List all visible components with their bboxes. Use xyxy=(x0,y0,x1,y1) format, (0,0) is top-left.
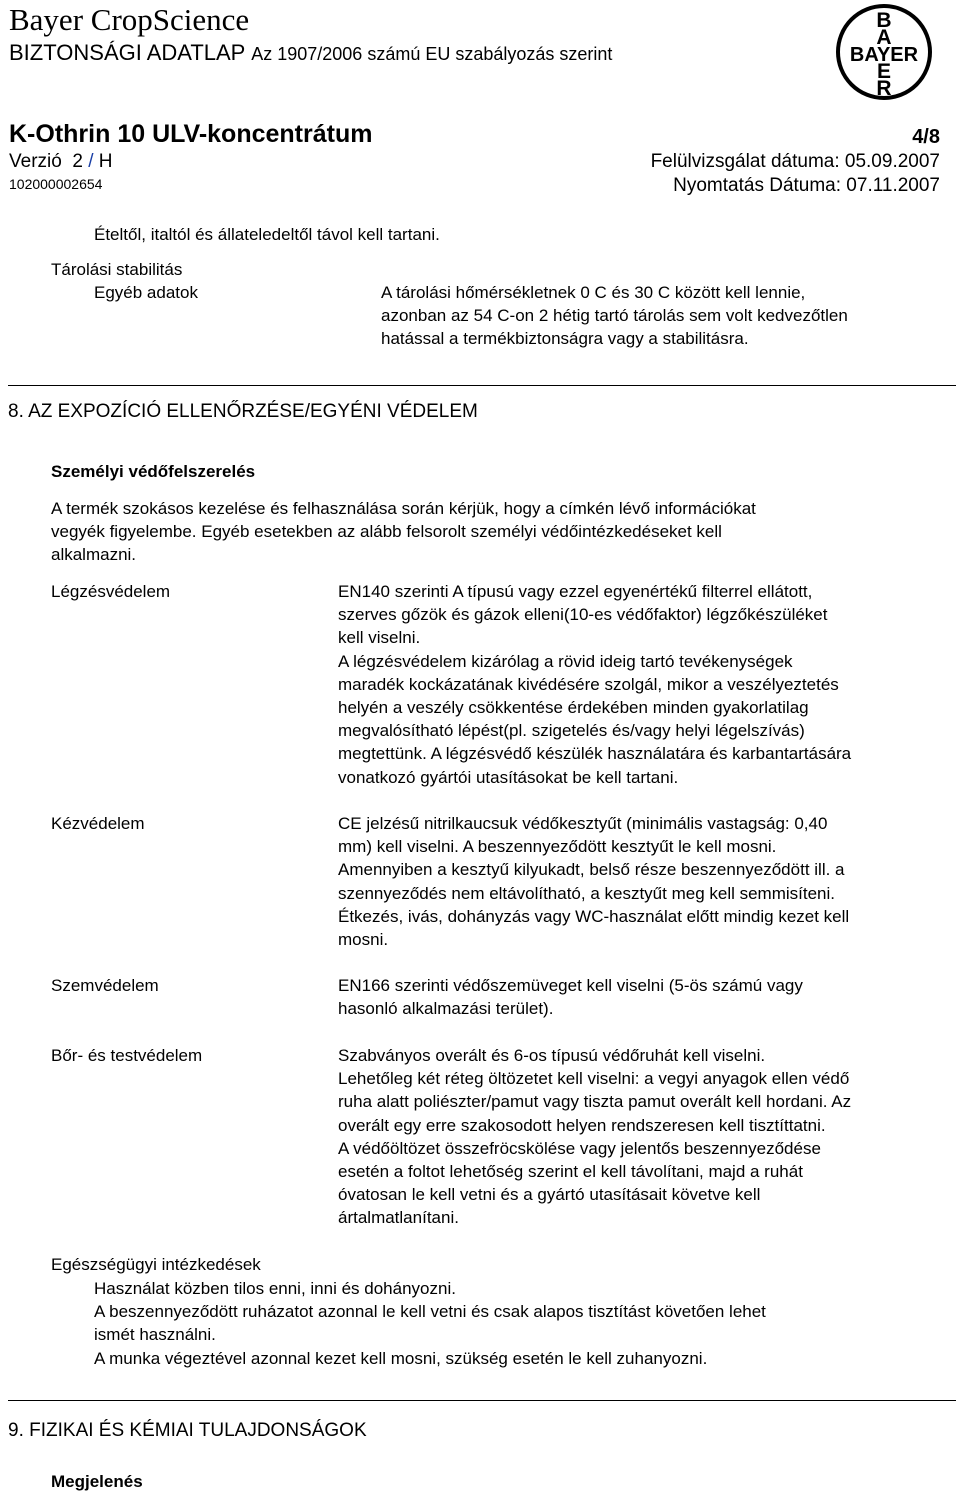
version-line xyxy=(9,151,113,173)
respiratory-line: helyén a veszély csökkentése érdekében minden gyakorlatilag xyxy=(338,698,809,718)
logo-letter-a: A xyxy=(876,26,892,49)
eye-text xyxy=(338,974,803,1020)
hygiene-text xyxy=(94,1277,766,1370)
logo-letter-r: R xyxy=(876,77,892,100)
document-number: 102000002654 xyxy=(9,176,103,192)
eye-line: hasonló alkalmazási terület). xyxy=(338,999,554,1019)
respiratory-line: megvalósítható lépést(pl. szigetelés és/vagy helyi légelszívás) xyxy=(338,721,805,741)
version-letter: H xyxy=(98,151,113,172)
respiratory-line: vonatkozó gyártói utasításokat be kell tartani. xyxy=(338,767,679,787)
storage-other-label: Egyéb adatok xyxy=(94,283,198,302)
hygiene-line: A beszennyeződött ruházatot azonnal le kell vetni és csak alapos tisztítást követően lehet xyxy=(94,1302,766,1322)
hygiene-label: Egészségügyi intézkedések xyxy=(51,1255,261,1274)
skin-label: Bőr- és testvédelem xyxy=(51,1046,203,1065)
company-name: Bayer CropScience xyxy=(9,2,250,37)
skin-line: Lehetőleg két réteg öltözetet kell viselni: a vegyi anyagok ellen védő xyxy=(338,1069,850,1089)
hygiene-line: ismét használni. xyxy=(94,1325,216,1345)
logo-word: BAYER xyxy=(849,44,919,66)
hand-label: Kézvédelem xyxy=(51,814,145,833)
storage-other-line: azonban az 54 C-on 2 hétig tartó tárolás sem volt kedvezőtlen xyxy=(381,306,848,326)
ppe-intro-line: A termék szokásos kezelése és felhasználása során kérjük, hogy a címkén lévő információkat xyxy=(51,499,756,518)
version-separator: / xyxy=(88,151,94,172)
eye-label: Szemvédelem xyxy=(51,976,159,995)
respiratory-label: Légzésvédelem xyxy=(51,582,171,601)
storage-keep-away: Ételtől, italtól és állateledeltől távol kell tartani. xyxy=(94,225,440,244)
print-date: Nyomtatás Dátuma: 07.11.2007 xyxy=(673,175,940,196)
revision-date: Felülvizsgálat dátuma: 05.09.2007 xyxy=(650,151,940,172)
document-type xyxy=(9,41,612,66)
logo-letter-e: E xyxy=(876,60,892,83)
skin-line: esetén a foltot lehetőség szerint el kell távolítani, majd a ruhát xyxy=(338,1162,803,1182)
ppe-intro xyxy=(51,497,756,567)
product-name: K-Othrin 10 ULV-koncentrátum xyxy=(9,120,373,148)
skin-line: óvatosan le kell vetni és a gyártó utasításait követve kell xyxy=(338,1185,761,1205)
section-9-title: 9. FIZIKAI ÉS KÉMIAI TULAJDONSÁGOK xyxy=(8,1420,367,1441)
hand-line: Étkezés, ivás, dohányzás vagy WC-használat előtt mindig kezet kell xyxy=(338,906,850,926)
hygiene-line: A munka végeztével azonnal kezet kell mosni, szükség esetén le kell zuhanyozni. xyxy=(94,1348,708,1368)
respiratory-line: maradék kockázatának kivédésére szolgál, mikor a veszélyeztetés xyxy=(338,674,839,694)
skin-text xyxy=(338,1044,851,1230)
hand-line: mm) kell viselni. A beszennyeződött kesztyűt le kell mosni. xyxy=(338,837,777,857)
hand-line: mosni. xyxy=(338,930,389,950)
ppe-intro-line: vegyék figyelembe. Egyéb esetekben az alább felsorolt személyi védőintézkedéseket kell xyxy=(51,522,722,542)
hand-text xyxy=(338,812,849,951)
respiratory-line: szerves gőzök és gázok elleni(10-es védőfaktor) légzőkészüléket xyxy=(338,605,828,625)
hand-line: CE jelzésű nitrilkaucsuk védőkesztyűt (minimális vastagság: 0,40 xyxy=(338,814,828,833)
skin-line: overált egy erre szakosodott helyen rendszeresen kell tisztíttatni. xyxy=(338,1115,826,1135)
eye-line: EN166 szerinti védőszemüveget kell viselni (5-ös számú vagy xyxy=(338,976,803,995)
document-type-regulation: Az 1907/2006 számú EU szabályozás szerint xyxy=(251,44,613,64)
storage-other-line: hatással a termékbiztonságra vagy a stabilitásra. xyxy=(381,329,749,349)
respiratory-line: megtettünk. A légzésvédő készülék használatára és karbantartására xyxy=(338,744,852,764)
respiratory-line: kell viselni. xyxy=(338,628,421,648)
storage-other-line: A tárolási hőmérsékletnek 0 C és 30 C között kell lennie, xyxy=(381,283,806,302)
section-8-title: 8. AZ EXPOZÍCIÓ ELLENŐRZÉSE/EGYÉNI VÉDELEM xyxy=(8,401,478,422)
page-number: 4/8 xyxy=(912,126,940,148)
hygiene-line: Használat közben tilos enni, inni és dohányozni. xyxy=(94,1279,456,1298)
appearance-label: Megjelenés xyxy=(51,1472,143,1491)
skin-line: ártalmatlanítani. xyxy=(338,1208,459,1228)
respiratory-line: EN140 szerinti A típusú vagy ezzel egyenértékű filterrel ellátott, xyxy=(338,582,813,601)
ppe-heading: Személyi védőfelszerelés xyxy=(51,462,256,481)
skin-line: ruha alatt poliészter/pamut vagy tiszta pamut overált kell hordani. Az xyxy=(338,1092,852,1112)
respiratory-text xyxy=(338,580,851,789)
skin-line: Szabványos overált és 6-os típusú védőruhát kell viselni. xyxy=(338,1046,766,1065)
document-type-main: BIZTONSÁGI ADATLAP xyxy=(9,40,246,65)
hand-line: Amennyiben a kesztyű kilyukadt, belső része beszennyeződött ill. a xyxy=(338,860,845,880)
version-label: Verzió xyxy=(9,151,62,172)
ppe-intro-line: alkalmazni. xyxy=(51,545,137,565)
logo-letter-b: B xyxy=(876,9,892,32)
storage-other-text xyxy=(381,281,848,351)
storage-stability-label: Tárolási stabilitás xyxy=(51,260,183,279)
section-divider xyxy=(8,1400,956,1401)
version-number: 2 xyxy=(72,151,83,172)
bayer-cross-logo xyxy=(834,2,934,102)
section-divider xyxy=(8,385,956,386)
hand-line: szennyeződés nem eltávolítható, a kesztyűt meg kell semmisíteni. xyxy=(338,883,836,903)
respiratory-line: A légzésvédelem kizárólag a rövid ideig tartó tevékenységek xyxy=(338,651,793,671)
skin-line: A védőöltözet összefröcskölése vagy jelentős beszennyeződése xyxy=(338,1138,821,1158)
